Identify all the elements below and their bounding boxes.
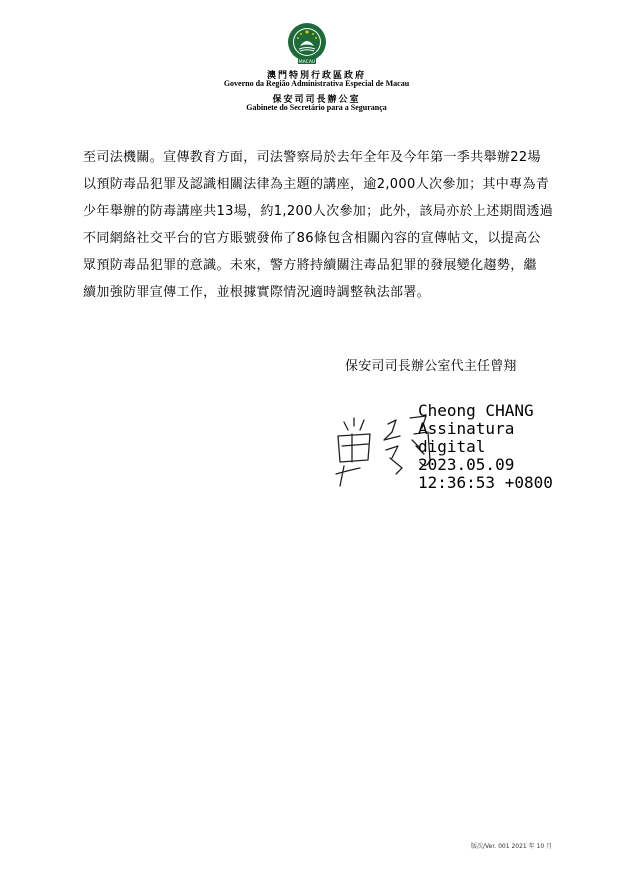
signature-date: 2023.05.09 [418,455,515,474]
signature-label: Assinatura [418,419,515,438]
office-name-pt: Gabinete do Secretário para a Segurança [246,103,387,112]
signature-label: digital [418,437,486,456]
government-name-zh: 澳門特別行政區政府 [266,71,366,81]
macau-emblem-icon [282,22,332,66]
version-footer: 版次/Ver. 001 2021 年 10 月 [471,843,553,850]
paragraph-line: 少年舉辦的防毒講座共13場，約1,200人次參加；此外，該局亦於上述期間透過 [83,204,554,219]
government-name-pt: Governo da Região Administrativa Especial de Macau [223,79,410,88]
signer-name: Cheong CHANG [418,401,534,420]
paragraph-line: 續加強防罪宣傳工作，並根據實際情況適時調整執法部署。 [83,285,431,300]
signatory-title: 保安司司長辦公室代主任曾翔 [345,359,517,374]
office-name-zh: 保安司司長辦公室 [272,95,361,105]
body-paragraph [83,144,563,306]
digital-signature-block [418,402,553,492]
paragraph-line: 以預防毒品犯罪及認識相關法律為主題的講座，逾2,000人次參加；其中專為青 [83,177,550,192]
paragraph-line: 眾預防毒品犯罪的意識。未來，警方將持續關注毒品犯罪的發展變化趨勢，繼 [83,258,537,273]
paragraph-line: 不同網絡社交平台的官方賬號發佈了86條包含相關內容的宣傳帖文，以提高公 [83,231,541,246]
emblem-text: MACAU [298,60,316,65]
paragraph-line: 至司法機關。宣傳教育方面，司法警察局於去年全年及今年第一季共舉辦22場 [83,150,541,165]
signature-time: 12:36:53 +0800 [418,473,553,492]
